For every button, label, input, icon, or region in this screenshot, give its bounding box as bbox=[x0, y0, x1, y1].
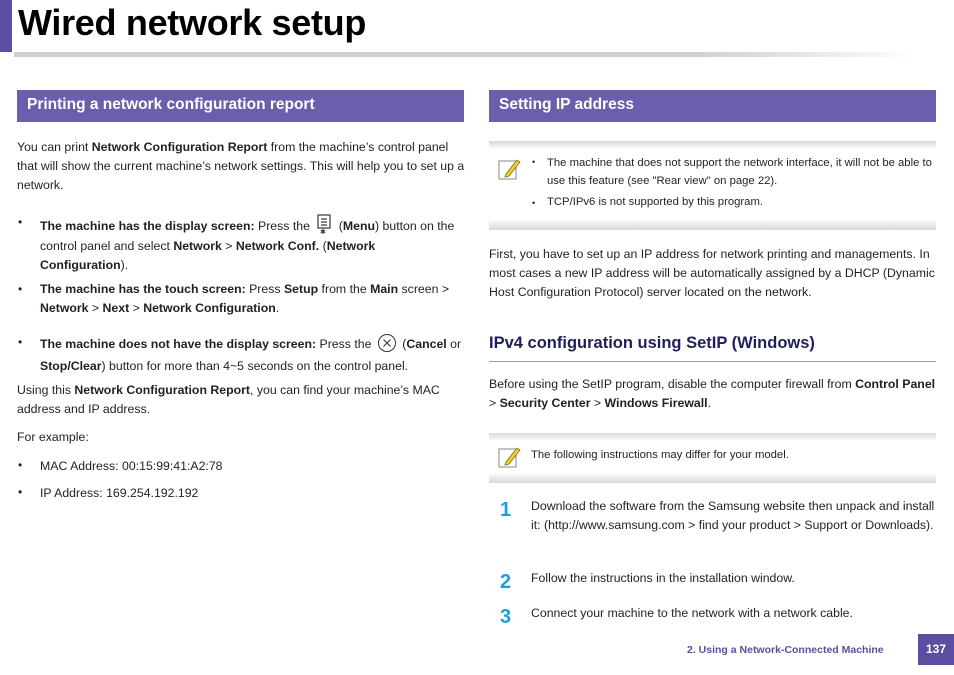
using-report-paragraph bbox=[17, 381, 465, 419]
ip-address: IP Address: 169.254.192.192 bbox=[40, 486, 199, 500]
bullet-3-text: ) button for more than 4~5 seconds on the control panel. bbox=[101, 358, 409, 373]
mac-address: MAC Address: 00:15:99:41:A2:78 bbox=[40, 459, 223, 473]
bullet-3-text: ( bbox=[398, 337, 407, 351]
note-pencil-icon bbox=[497, 157, 523, 186]
footer-chapter: 2. Using a Network-Connected Machine bbox=[687, 644, 884, 656]
bullet-3-text: or bbox=[446, 337, 462, 351]
subsection-divider bbox=[489, 361, 936, 362]
bullet-dot: • bbox=[18, 335, 23, 349]
stop-clear-label: Stop/Clear bbox=[40, 358, 102, 373]
bullet-1-text: ( bbox=[319, 238, 327, 253]
bullet-2-text: screen > bbox=[398, 282, 450, 296]
note-bottom-shade bbox=[489, 474, 936, 483]
note-box-network-interface bbox=[489, 141, 936, 230]
step-number: 2 bbox=[500, 571, 512, 593]
bullet-1-text: ) button on the control panel and select bbox=[40, 219, 455, 253]
network-label: Network bbox=[173, 238, 222, 253]
bullet-dot: • bbox=[18, 458, 23, 472]
bullet-dot: • bbox=[18, 485, 23, 499]
note-pencil-icon bbox=[497, 445, 523, 474]
bullet-2-text: . bbox=[275, 301, 280, 315]
setup-label: Setup bbox=[283, 282, 319, 296]
bullet-2-text: Press bbox=[245, 282, 284, 296]
separator: > bbox=[590, 396, 605, 410]
title-accent-bar bbox=[0, 0, 12, 52]
network-conf-label: Network Conf. bbox=[235, 238, 320, 253]
bullet-dot: • bbox=[18, 282, 23, 296]
subsection-heading-ipv4: IPv4 configuration using SetIP (Windows) bbox=[489, 334, 815, 352]
intro-paragraph bbox=[17, 138, 465, 195]
next-label: Next bbox=[102, 301, 130, 315]
step-number: 1 bbox=[500, 499, 512, 521]
before-setip-paragraph bbox=[489, 375, 937, 413]
cancel-x-icon bbox=[377, 333, 397, 353]
intro-text-2: from the machine’s control panel that will show the current machine’s network settings. This will help you to set up a network. bbox=[17, 140, 465, 192]
bullet-3-bold: The machine does not have the display screen: bbox=[40, 337, 317, 351]
example-label: For example: bbox=[17, 430, 89, 444]
intro-bold: Network Configuration Report bbox=[91, 140, 268, 154]
bullet-display-screen bbox=[40, 214, 465, 276]
windows-firewall-label: Windows Firewall bbox=[604, 396, 708, 410]
before-text-end: . bbox=[707, 396, 712, 410]
using-text-1: Using this bbox=[17, 383, 75, 397]
title-divider bbox=[14, 52, 919, 57]
page-number: 137 bbox=[918, 634, 954, 665]
bullet-2-bold: The machine has the touch screen: bbox=[40, 282, 246, 296]
step-number: 3 bbox=[500, 606, 512, 628]
step-text: Follow the instructions in the installation window. bbox=[531, 571, 795, 585]
section-heading-network-report: Printing a network configuration report bbox=[17, 90, 464, 122]
main-label: Main bbox=[370, 282, 399, 296]
bullet-1-text: ). bbox=[120, 258, 129, 272]
using-text-2: , you can find your machine’s MAC address and IP address. bbox=[17, 383, 440, 416]
page-title: Wired network setup bbox=[18, 2, 367, 43]
bullet-no-display bbox=[40, 333, 465, 377]
note-instructions: The following instructions may differ for your model. bbox=[531, 449, 789, 461]
bullet-1-text: ( bbox=[335, 219, 343, 233]
separator: > bbox=[88, 301, 103, 315]
network-label: Network bbox=[40, 301, 89, 315]
bullet-1-text: Press the bbox=[254, 219, 314, 233]
step-text: Download the software from the Samsung website then unpack and install it: (http://www.samsung.com > find your product > Support or Downloads). bbox=[531, 499, 935, 532]
note-network-interface: The machine that does not support the network interface, it will not be able to use this feature (see "Rear view" on page 22). bbox=[547, 157, 932, 187]
bullet-touch-screen bbox=[40, 280, 465, 318]
bullet-1-bold: The machine has the display screen: bbox=[40, 219, 255, 233]
separator: > bbox=[221, 238, 236, 253]
bullet-3-text: Press the bbox=[316, 337, 375, 351]
note-top-shade bbox=[489, 433, 936, 440]
note-top-shade bbox=[489, 141, 936, 148]
network-configuration-label: Network Configuration bbox=[143, 301, 276, 315]
security-center-label: Security Center bbox=[499, 396, 591, 410]
svg-text:✱: ✱ bbox=[320, 228, 327, 234]
network-configuration-label: Network Configuration bbox=[40, 238, 376, 272]
section-heading-setting-ip: Setting IP address bbox=[489, 90, 936, 122]
bullet-dot: • bbox=[18, 215, 23, 229]
note-box-instructions bbox=[489, 433, 936, 483]
intro-text-1: You can print bbox=[17, 140, 92, 154]
note-ipv6: TCP/IPv6 is not supported by this program. bbox=[547, 196, 763, 208]
before-text: Before using the SetIP program, disable the computer firewall from bbox=[489, 377, 856, 391]
first-paragraph: First, you have to set up an IP address for network printing and managements. In most cases a new IP address will be automatically assigned by a DHCP (Dynamic Host Configuration Protocol) server located on the network. bbox=[489, 247, 935, 299]
menu-icon bbox=[315, 214, 333, 232]
step-text: Connect your machine to the network with a network cable. bbox=[531, 606, 853, 620]
bullet-dot: • bbox=[532, 198, 536, 208]
bullet-2-text: from the bbox=[318, 282, 371, 296]
bullet-dot: • bbox=[532, 157, 536, 167]
separator: > bbox=[489, 396, 500, 410]
using-bold: Network Configuration Report bbox=[74, 383, 250, 397]
cancel-label: Cancel bbox=[406, 337, 447, 351]
note-bottom-shade bbox=[489, 221, 936, 230]
menu-label: Menu bbox=[342, 219, 375, 233]
separator: > bbox=[129, 301, 144, 315]
control-panel-label: Control Panel bbox=[855, 377, 936, 391]
